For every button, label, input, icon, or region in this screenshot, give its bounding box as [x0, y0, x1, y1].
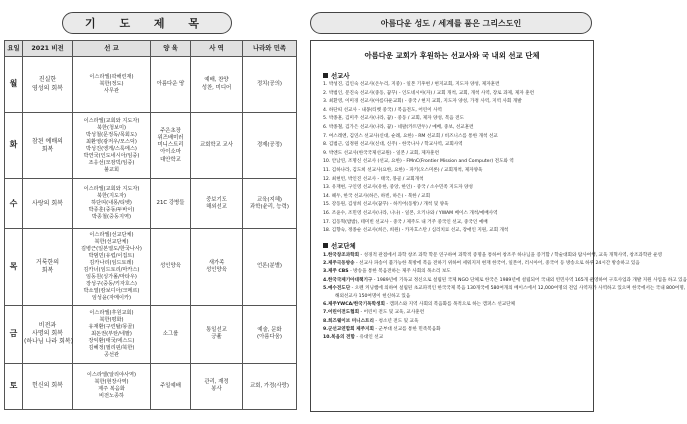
nation-cell-line: 교회, 가정(사랑) [250, 382, 289, 389]
vision-cell-line: 사명의 회복 [32, 330, 63, 338]
missionary-item: 5. 박종훈, 김미주 선교사(나라, 꿈) - 중동 / 교회, 제자 양성, 복음 전도 [323, 116, 465, 122]
mission-cell-line: 장성구(중동/키자호스) [86, 281, 137, 288]
nurture-cell-line: 미니스트리 [157, 142, 184, 149]
missionary-item: 17. 김동혁(밤밤), 테미빈 선교사 - 중국 / 제주도 내 거주 중국인 선교, 중국인 예배 [323, 219, 488, 225]
vision-cell-line: 참된 예배의 [32, 137, 63, 145]
missions-frame [310, 40, 687, 412]
vision-cell [23, 57, 73, 113]
nation-cell-line: 언론(분별) [256, 263, 283, 270]
missionary-item: 7. 여스레엔, 김연스 선교사(신대, 순례, 요한) - RM 선교회 / 비즈니스를 통한 개척 선교 [323, 133, 498, 139]
missionary-item: 10. 안남연, 조명신 선교사 (선교, 요한) - FMnC(Frontier Mission and Computer) 전도와 역 [323, 159, 514, 165]
missionary-item: 15. 강동원, 김성희 선교사(꿈꾸) - 하키어(동방) / 개척 및 양육 [323, 202, 449, 208]
organization-item [323, 285, 686, 293]
missionary-item: 9. 박엔도 선교사(한국국제선교원) - 일본 / 교회, 제자훈련 [323, 150, 440, 156]
organization-item [323, 334, 585, 342]
mission-cell-line: 최돈권(부탄/네팔) [91, 330, 132, 337]
ministry-cell-line: 예배, 찬양 [204, 77, 229, 84]
mission-cell-line: 김카너(임드토리/마카스) [83, 267, 140, 274]
organization-desc: - 성경적 관점에서 과학 창조 과학 학문 연구하여 과학적 증명을 통하여 창조주 하나님을 증거함 / 학술대회와 탐사여행, 교육 개혁사역, 창조과학관 운영 [359, 253, 663, 258]
organization-item [323, 268, 585, 276]
missionary-item: 11. 김하나라, 김도희 선교사(요한, 요한) - 파키(오스미론) / 교회개척, 제자양육 [323, 167, 483, 173]
organization-desc: - 청소년 전도 및 교육 [373, 318, 419, 324]
organization-item [323, 318, 585, 326]
organization-num: 4. [323, 277, 328, 283]
header-mission: 선 교 [73, 41, 151, 57]
nurture-cell-line: 성인양육 [160, 263, 181, 270]
nurture-cell-line: 소그룹 [162, 330, 179, 337]
organization-desc: - 유대인 선교 [354, 335, 384, 341]
table-row [5, 363, 297, 409]
mission-cell-line: 박소열(캄보디아/크메르) [83, 288, 140, 295]
missions-heading: 아름다운 교회가 후원하는 선교사와 국 내외 선교 단체 [364, 51, 540, 60]
ministry-cell-line: 성인양육 [206, 267, 227, 274]
organization-name: 복음의 전함 [331, 335, 355, 341]
mission-cell-line: 제주 복음화 [98, 386, 125, 393]
mission-cell-line: 김카나리(임드토레) [89, 260, 134, 267]
missionary-item: 13. 유재현, 구인영 선교사(유한, 중앙, 한인) - 중국 / 소수민족 지도자 양성 [323, 185, 473, 191]
organizations-section-title: 선교단체 [323, 241, 356, 250]
organization-num: 7. [323, 310, 328, 316]
vision-cell [23, 363, 73, 409]
mission-cell-line: 박종철(중동지역) [91, 214, 132, 221]
organization-num: 8. [323, 318, 328, 324]
mission-cell-line: 북한(평화) [99, 316, 124, 323]
vision-cell-line: 거룩한의 [35, 258, 60, 266]
mission-cell-line: 이스라엘(교회와 지도자) [83, 186, 140, 193]
organization-item [323, 301, 585, 309]
organization-desc: - 선교사 파송이 불가능한 북방에 복음 전하기 위하여 세워지져 현재 한국어, 일본어, 러시아어, 중국어 등 방송으로 하루 24시간 방송하고 있음 [354, 261, 640, 267]
organization-name: 제주극동방송 [327, 261, 355, 267]
left-page [0, 0, 300, 424]
day-cell: 목 [5, 229, 23, 305]
missionary-item: 2. 박범인, 문진숙 선교사(중동, 꿈꾸) - 인도네시아(자) / 교회 개척, 교회, 개척 사역, 장로 과제, 제자 훈련 [323, 90, 535, 96]
organization-desc: - 방송을 통한 복음전하는 제주 사회의 목소리 보도 [348, 269, 451, 275]
mission-cell-line: 박성철(문정독/목회도) [86, 131, 137, 138]
prayer-topics-title: 기 도 제 목 [62, 12, 232, 34]
organization-num: 1. [323, 253, 328, 258]
right-page-title: 아름다운 성도 / 세계를 품은 그리스도인 [310, 12, 592, 34]
mission-cell-line: 임동원(싱가폴/마타우) [86, 274, 137, 281]
vision-cell-line: 진실한 [38, 76, 57, 84]
prayer-table [4, 40, 297, 410]
table-header-row [5, 41, 297, 57]
organization-num: 5. [323, 285, 328, 291]
ministry-cell-line: 봉사 [211, 386, 222, 393]
ministry-cell-line: 교회학교 교사 [200, 142, 233, 149]
table-row [5, 229, 297, 305]
nation-cell [243, 229, 297, 305]
vision-cell-line: 사랑의 회복 [32, 199, 63, 207]
nurture-cell-line: 아이소마 [160, 149, 181, 156]
table-row [5, 113, 297, 179]
organization-num: 6. [323, 302, 328, 308]
nurture-cell [151, 229, 191, 305]
organization-name: 제주 CBS [327, 269, 349, 275]
organization-num: 9. [323, 326, 328, 332]
missionary-item: 6. 박종철, 김가은 선교사(나라, 꿈) - 네팔(카트만두) / 예배, 중보, 선교훈련 [323, 124, 474, 130]
ministry-cell-line: 중보기도 [206, 196, 227, 203]
nation-cell-line: 정치(공의) [256, 80, 283, 87]
ministry-cell-line: 해외선교 [206, 203, 227, 210]
vision-cell [23, 229, 73, 305]
missionary-item: 1. 박성진, 김인숙 선교사(온누리, 지중) - 일본 기후현 / 현지교회, 지도자 양성, 제자훈련 [323, 82, 500, 87]
organization-name: 어린이전도협회 [327, 310, 360, 316]
mission-cell-line: 임성윤(자메이카) [91, 295, 132, 302]
organization-name: 제주YWCA/한국기독학생회 [327, 302, 385, 308]
organization-desc: 해외선교사 150여명이 헌신하고 있음 [335, 294, 411, 300]
organization-name: 한국창조과학회 [327, 253, 360, 258]
ministry-cell-line: 긍휼 [211, 334, 222, 341]
missionary-item: 14. 헤두, 한국 선교사(하은, 하빈, 하은) - 북한 / 교회 [323, 193, 431, 199]
mission-cell-line: 장익환(태국/에스드) [88, 337, 135, 344]
header-ministry: 사 역 [191, 41, 243, 57]
organization-name: 희즈웨이브 미니스트리 [327, 318, 374, 324]
mission-cell-line: 공선관 [103, 351, 120, 358]
mission-cell [73, 363, 151, 409]
nurture-cell [151, 57, 191, 113]
missionary-item: 12. 최현빈, 박인진 선교사 - 태국, 몽골 / 교회개척 [323, 176, 424, 182]
table-row [5, 57, 297, 113]
day-cell: 화 [5, 113, 23, 179]
mission-cell-line: 박연국(인도네시아/임중) [83, 152, 140, 159]
organization-item [323, 326, 585, 334]
mission-cell-line: 북한(정도) [99, 81, 124, 88]
ministry-cell [191, 363, 243, 409]
mission-cell-line: 박범민(유럽/이집트) [88, 253, 135, 260]
mission-cell-line: 김혜정(필리핀/북한) [88, 344, 135, 351]
organization-desc: - 어린이 전도 및 교육, 교사훈련 [359, 310, 425, 316]
mission-cell-line: 이스라엘(후원교회) [89, 309, 134, 316]
day-cell: 월 [5, 57, 23, 113]
organizations-list [323, 252, 687, 342]
nation-cell-line: 교육(지혜) [256, 196, 283, 203]
ministry-cell-line: 성찬, 미디어 [201, 84, 232, 91]
mission-cell [73, 179, 151, 229]
organization-desc: - 군부대 선교를 통한 민족복음화 [373, 326, 441, 332]
organization-num: 2. [323, 261, 328, 267]
nation-cell [243, 305, 297, 363]
mission-cell-line: 조응선(모잠빅/임중) [88, 159, 135, 166]
ministry-cell [191, 179, 243, 229]
ministry-cell [191, 229, 243, 305]
ministry-cell [191, 113, 243, 179]
mission-cell-line: 이스라엘(알리야사역) [86, 372, 137, 379]
vision-cell-line: 비전과 [38, 322, 57, 330]
missionary-item: 3. 최환영, 이미경 선교사(아름다운교회) - 중국 / 현지 교회, 지도자 양성, 가정 사역, 지역 사회 개발 [323, 99, 522, 105]
mission-cell-line: 북한(지도자) [96, 193, 127, 200]
mission-cell-line: 하단띠(내몽/티벳) [91, 200, 132, 207]
missionary-item: 8. 김범근, 임정원 선교사(신대, 신주) - 한국나사 / 학교사역, 교회사역 [323, 142, 463, 148]
square-bullet-icon [323, 73, 328, 78]
nurture-cell-line: 주일예배 [160, 382, 181, 389]
organization-name: 군선교연합회 제주지회 [327, 326, 374, 332]
nurture-cell [151, 179, 191, 229]
mission-cell-line: 비전노종하 [98, 393, 125, 400]
nurture-cell-line: 주은초장 [160, 127, 181, 134]
right-page [300, 0, 687, 424]
header-day: 요일 [5, 41, 23, 57]
nurture-cell-line: 위즈배미러 [157, 134, 184, 141]
missionary-item: 18. 김향숙, 정종순 선교사(희은, 희원) - 카자흐스탄 / 심리치료 선교, 장애인 지원, 교회 개척 [323, 228, 509, 234]
nation-cell [243, 57, 297, 113]
nation-cell-line: (아름다움) [256, 334, 283, 341]
organization-desc: - 캠퍼스와 지역 사회의 복음화를 목적으로 하는 캠퍼스 선교단체 [384, 302, 516, 308]
ministry-cell [191, 57, 243, 113]
vision-cell [23, 179, 73, 229]
nation-cell [243, 363, 297, 409]
day-cell: 금 [5, 305, 23, 363]
organization-num: 3. [323, 269, 328, 275]
missionaries-list [323, 81, 585, 236]
vision-cell-line: (하나님 나라 회복) [24, 338, 74, 346]
mission-cell-line: 김병근(일본열도/한국나사) [81, 246, 142, 253]
mission-cell-line: 유재환(구린탈/몽골) [88, 323, 135, 330]
organization-desc: - 1989년에 기독교 정신으로 설립된 국제 NGO 단체로 한국은 1989년에 설립되어 국내외 빈민사역 165개 운영하여 구호사업과 개발 지원 사업을 하고 있음 [372, 277, 687, 283]
vision-cell-line: 영성의 회복 [32, 84, 63, 92]
organization-item [323, 260, 640, 268]
nation-cell [243, 179, 297, 229]
organization-item [323, 277, 687, 285]
organization-item [323, 252, 663, 260]
mission-cell [73, 57, 151, 113]
ministry-cell [191, 305, 243, 363]
vision-cell-line: 회복 [41, 267, 54, 275]
ministry-cell-line: 관리, 재정 [204, 379, 229, 386]
square-bullet-icon [323, 243, 328, 248]
nation-cell [243, 113, 297, 179]
mission-cell [73, 305, 151, 363]
header-vision: 2021 비전 [23, 41, 73, 57]
nurture-cell [151, 113, 191, 179]
mission-cell-line: 이스라엘(선교단체) [89, 232, 134, 238]
mission-cell-line: 이스라엘(교회와 지도자) [83, 117, 140, 124]
header-nurture: 양 육 [151, 41, 191, 57]
missionary-item: 4. 하단띠 선교사 - 내몽(티벳 중국) / 복음전도, 어린이 사역 [323, 107, 442, 113]
missionaries-section-title: 선교사 [323, 71, 350, 80]
missionary-item: 16. 조윤수, 조민영 선교사(나라, 니나) - 일본, 오키나와 / YWAM 베이스 개척/예배사역 [323, 210, 498, 216]
mission-cell-line: 불교회 [103, 166, 120, 173]
vision-cell-line: 회복 [41, 145, 54, 153]
table-row [5, 305, 297, 363]
nation-cell-line: 경제(공정) [256, 142, 283, 149]
organization-num: 10. [323, 335, 332, 341]
organization-name: 예수전도단 [327, 285, 351, 291]
mission-cell-line: 북한(현장사역) [94, 379, 129, 386]
ministry-cell-line: 통일선교 [206, 326, 227, 333]
nurture-cell-line: 21C 강병들 [156, 200, 185, 207]
ministry-cell-line: 새가족 [208, 259, 225, 266]
nurture-cell-line: 대안학교 [160, 156, 181, 163]
nurture-cell [151, 305, 191, 363]
header-nation: 나라와 민족 [243, 41, 297, 57]
nurture-cell [151, 363, 191, 409]
nation-cell-line: 과학(윤리, 능력) [250, 203, 289, 210]
nation-cell-line: 예술, 문화 [257, 326, 282, 333]
vision-cell [23, 305, 73, 363]
table-row [5, 179, 297, 229]
nurture-cell-line: 아름다운 땅 [156, 80, 185, 87]
vision-cell [23, 113, 73, 179]
mission-cell-line: 북한(청보미) [96, 124, 127, 131]
day-cell: 수 [5, 179, 23, 229]
organization-desc: - 오렌 커닝햄에 의하여 설립된 초교파적인 한국국제 복음 130개국에 580여개의 베이스에서 12,000여명의 전임 사역자가 사역하고 있으며 한국에서는 국내 800여명, [350, 285, 686, 291]
mission-cell-line: 사무관 [103, 88, 120, 95]
mission-cell-line: 북한(선교단체) [94, 239, 129, 246]
organization-item [323, 309, 585, 317]
organization-name: 한국국제기아대책기구 [327, 277, 373, 283]
mission-cell-line: 박종훈(중동/두바이) [88, 207, 135, 214]
mission-cell-line: 최환영(광저우/모스딕) [86, 138, 137, 145]
day-cell: 토 [5, 363, 23, 409]
mission-cell [73, 113, 151, 179]
mission-cell [73, 229, 151, 305]
mission-cell-line: 이스라엘(곽해린재) [89, 74, 134, 81]
mission-cell-line: 박성진(엥게/스룩메스) [86, 145, 137, 152]
organization-item [323, 293, 585, 301]
vision-cell-line: 헌신의 회복 [32, 382, 63, 390]
